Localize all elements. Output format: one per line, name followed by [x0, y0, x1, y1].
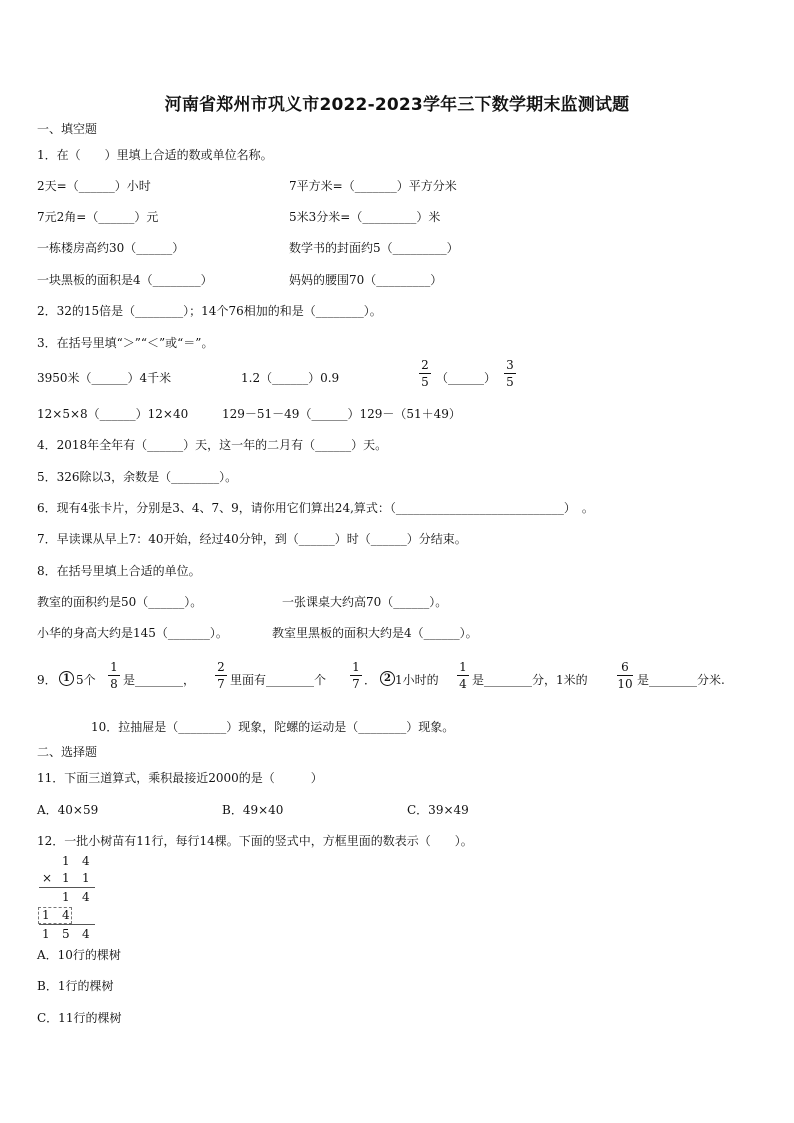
question-9-text: 1小时的: [395, 673, 439, 687]
fraction-bar: [457, 675, 469, 676]
calc-row: 1 4: [42, 908, 70, 922]
question-8-item: 教室里黑板的面积大约是4（______）。: [272, 626, 478, 640]
question-3-item: 3950米（______）4千米: [37, 371, 172, 385]
question-3-item: 129－51－49（______）129－（51＋49）: [222, 407, 461, 421]
question-9-text: 里面有________个: [230, 673, 327, 687]
question-1-item: 一栋楼房高约30（______）: [37, 241, 185, 255]
question-9-text: 是________分，1米的: [472, 673, 588, 687]
question-2: 2．32的15倍是（________）；14个76相加的和是（________）。: [37, 304, 382, 318]
fraction-numerator: 1: [110, 660, 118, 674]
calc-divider: [39, 887, 95, 888]
fraction-numerator: 1: [459, 660, 467, 674]
fraction-numerator: 3: [506, 358, 514, 372]
fraction: [349, 660, 363, 691]
question-10: 10．拉抽屉是（________）现象，陀螺的运动是（________）现象。: [91, 720, 455, 734]
question-3-blank: （______）: [436, 371, 497, 385]
calc-row: 1 4: [62, 890, 90, 904]
question-1-stem: 1．在（ ）里填上合适的数或单位名称。: [37, 148, 273, 162]
multiply-sign: ×: [42, 871, 53, 885]
calc-row: 1 4: [62, 854, 90, 868]
question-11-option-c: C．39×49: [407, 803, 469, 817]
fraction-denominator: 5: [506, 375, 514, 389]
question-1-item: 一块黑板的面积是4（________）: [37, 273, 213, 287]
question-3-item: 12×5×8（______）12×40: [37, 407, 189, 421]
fraction-numerator: 1: [352, 660, 360, 674]
calc-divider: [39, 924, 95, 925]
fraction-bar: [350, 675, 362, 676]
question-12-option-c: C．11行的棵树: [37, 1011, 122, 1025]
fraction-denominator: 7: [217, 677, 225, 691]
fraction-denominator: 10: [617, 677, 633, 691]
circled-number-1: 1: [59, 671, 74, 686]
fraction: [456, 660, 470, 691]
question-8-item: 教室的面积约是50（______）。: [37, 595, 203, 609]
fraction: [214, 660, 228, 691]
fraction-denominator: 8: [110, 677, 118, 691]
question-9-text: 5个: [76, 673, 96, 687]
question-9-text: ．: [364, 673, 377, 687]
question-12-stem: 12．一批小树苗有11行，每行14棵。下面的竖式中，方框里面的数表示（ ）。: [37, 834, 473, 848]
fraction-bar: [419, 373, 431, 374]
question-1-item: 数学书的封面约5（_________）: [289, 241, 459, 255]
fraction-denominator: 7: [352, 677, 360, 691]
question-9-text: 是________分米.: [637, 673, 725, 687]
calc-row: 1 5 4: [42, 927, 90, 941]
question-7: 7．早读课从早上7：40开始，经过40分钟，到（______）时（______）分结束。: [37, 532, 467, 546]
question-11-stem: 11．下面三道算式，乘积最接近2000的是（ ）: [37, 771, 323, 785]
fraction-bar: [617, 675, 633, 676]
calc-row: × 1 1: [42, 871, 90, 885]
fraction-denominator: 5: [421, 375, 429, 389]
question-6: 6．现有4张卡片，分别是3、4、7、9，请你用它们算出24,算式：（____________________________） 。: [37, 501, 594, 515]
question-3-item: 1.2（______）0.9: [241, 371, 340, 385]
fraction-bar: [108, 675, 120, 676]
question-12-option-b: B．1行的棵树: [37, 979, 114, 993]
question-1-item: 5米3分米=（_________）米: [289, 210, 441, 224]
question-8-item: 小华的身高大约是145（_______）。: [37, 626, 228, 640]
fraction-numerator: 2: [421, 358, 429, 372]
fraction: [616, 660, 634, 691]
section-heading-choice: 二、选择题: [37, 745, 98, 759]
fraction-numerator: 2: [217, 660, 225, 674]
question-3-stem: 3．在括号里填“＞”“＜”或“＝”。: [37, 336, 214, 350]
fraction-numerator: 6: [621, 660, 629, 674]
question-11-option-a: A．40×59: [37, 803, 99, 817]
fraction: [418, 358, 432, 389]
question-5: 5．326除以3，余数是（________）。: [37, 470, 238, 484]
question-8-item: 一张课桌大约高70（______）。: [282, 595, 448, 609]
fraction: [107, 660, 121, 691]
fraction: [503, 358, 517, 389]
question-1-item: 7平方米=（_______）平方分米: [289, 179, 457, 193]
fraction-bar: [504, 373, 516, 374]
question-1-item: 7元2角=（______）元: [37, 210, 159, 224]
question-9-text: 是________，: [123, 673, 196, 687]
section-heading-fill-in: 一、填空题: [37, 122, 98, 136]
question-4: 4．2018年全年有（______）天，这一年的二月有（______）天。: [37, 438, 388, 452]
question-8-stem: 8．在括号里填上合适的单位。: [37, 564, 201, 578]
question-1-item: 2天=（______）小时: [37, 179, 151, 193]
question-9-number: 9．: [37, 673, 57, 687]
circled-number-2: 2: [380, 671, 395, 686]
question-11-option-b: B．49×40: [222, 803, 284, 817]
page-title: 河南省郑州市巩义市2022-2023学年三下数学期末监测试题: [164, 95, 630, 115]
fraction-bar: [215, 675, 227, 676]
question-1-item: 妈妈的腰围70（_________）: [289, 273, 443, 287]
fraction-denominator: 4: [459, 677, 467, 691]
question-12-option-a: A．10行的棵树: [37, 948, 121, 962]
